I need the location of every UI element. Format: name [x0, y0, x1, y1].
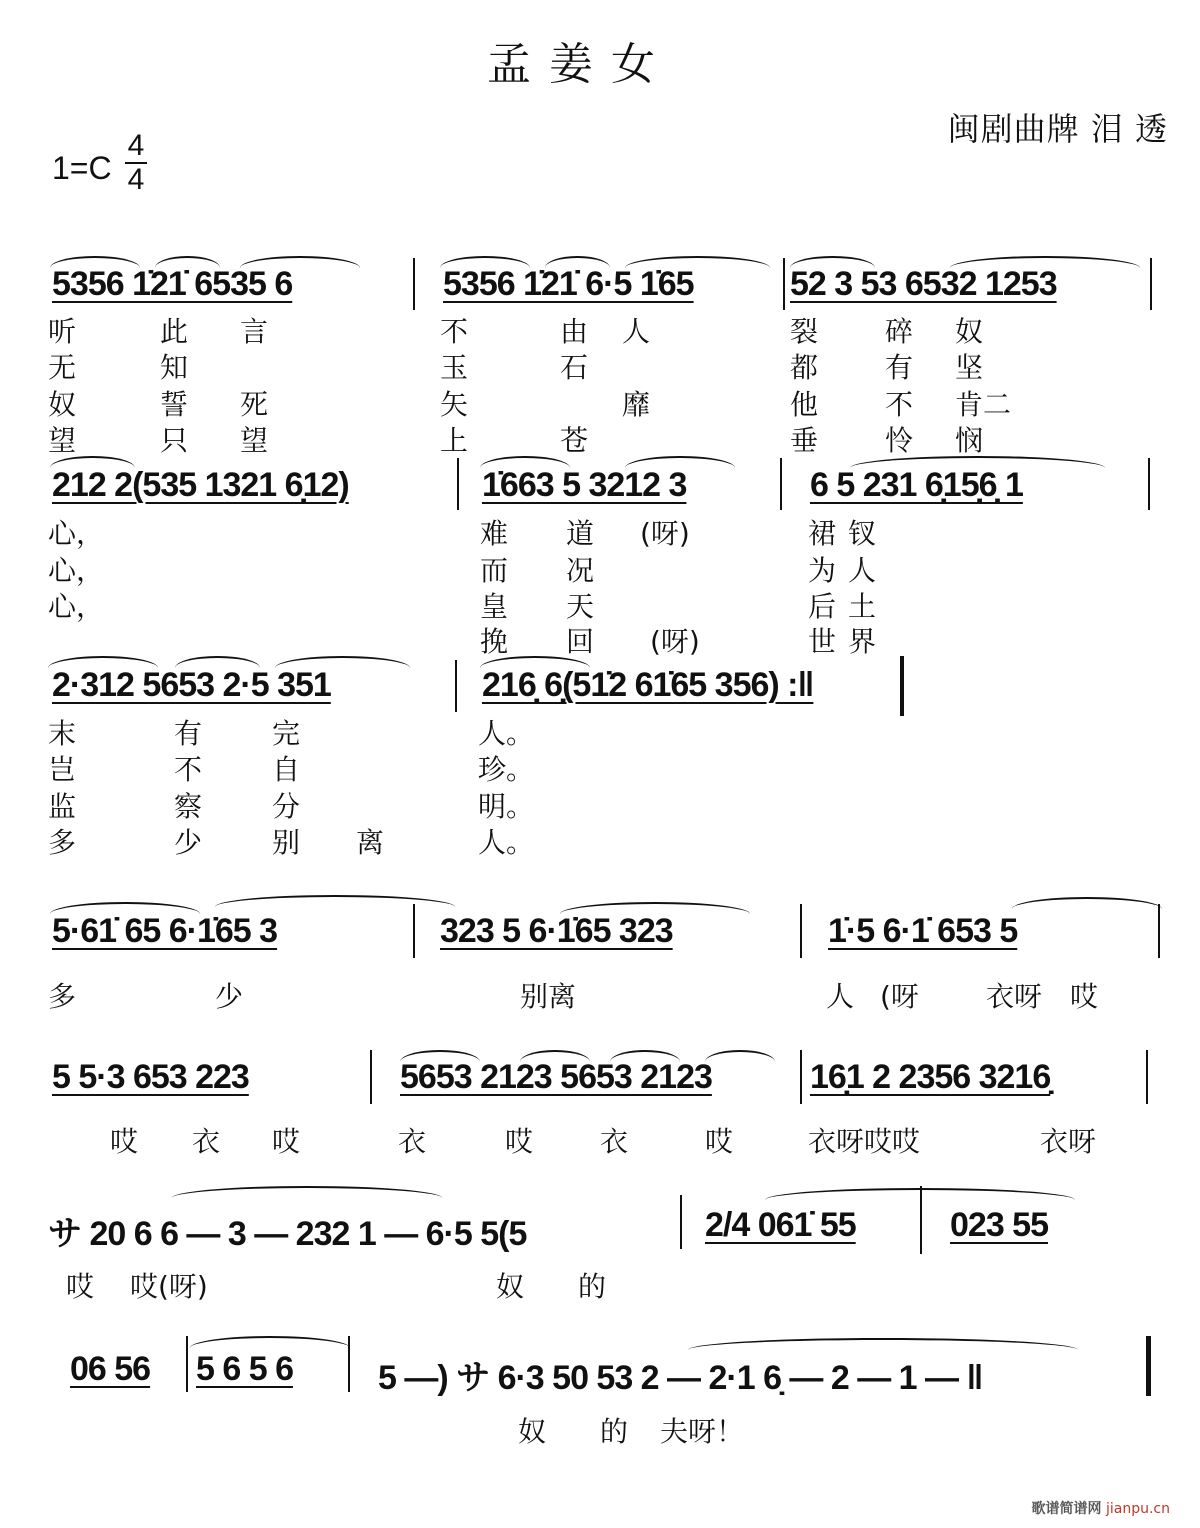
- lyric: 界: [848, 625, 877, 658]
- watermark: [1032, 1498, 1170, 1518]
- lyric: 哎: [110, 1125, 139, 1158]
- measure-7-notes: 2·312 5653 2·5 351: [52, 666, 331, 704]
- measure-11-notes: 1̇·5 6·1̇ 653 5: [828, 912, 1018, 950]
- lyric: 少: [215, 980, 244, 1013]
- lyric: 衣: [398, 1125, 427, 1158]
- lyric: 言: [240, 315, 269, 348]
- lyric: 望: [240, 424, 269, 457]
- lyric: 后: [808, 590, 837, 623]
- lyric: 只: [160, 424, 189, 457]
- barline: [783, 258, 785, 310]
- barline: [800, 1050, 802, 1104]
- lyric: 碎: [885, 315, 914, 348]
- lyric: 肯二: [955, 388, 1012, 421]
- lyric: 人: [848, 554, 877, 587]
- lyric: 自: [272, 753, 301, 786]
- slur: [705, 1050, 775, 1062]
- lyric: 别: [272, 826, 301, 859]
- lyric: 哎(呀): [130, 1270, 208, 1303]
- slur: [1012, 897, 1162, 909]
- lyric: 分: [272, 790, 301, 823]
- lyric: 人。: [478, 717, 535, 750]
- lyric: 有: [174, 717, 203, 750]
- lyric: 都: [790, 351, 819, 384]
- measure-20-notes: 5 —) サ 6·3 50 53 2 — 2·1 6̣ — 2 — 1 — ‖: [378, 1359, 983, 1397]
- measure-1-notes: 5356 1̇21̇ 6535 6: [52, 265, 293, 303]
- time-signature-bottom: 4: [127, 163, 145, 196]
- lyric: 衣呀哎哎: [808, 1125, 921, 1158]
- lyric: 衣呀: [986, 980, 1043, 1013]
- lyric: 天: [566, 590, 595, 623]
- lyric: 裙: [808, 517, 837, 550]
- slur: [172, 1186, 442, 1198]
- lyric: 有: [885, 351, 914, 384]
- lyric: (呀): [640, 517, 690, 550]
- measure-3-notes: 52 3 53 6532 1253: [790, 265, 1057, 303]
- lyric: 哎: [66, 1270, 95, 1303]
- measure-5-notes: 1̇663 5 3212 3: [482, 466, 687, 504]
- lyric: 垂: [790, 424, 819, 457]
- slur: [215, 895, 455, 907]
- lyric: 的: [600, 1415, 629, 1448]
- lyric: 明。: [478, 790, 535, 823]
- lyric: 靡: [622, 388, 651, 421]
- lyric: (呀: [880, 980, 919, 1013]
- watermark-text: 歌谱简谱网: [1031, 1501, 1102, 1517]
- slur: [190, 1336, 350, 1348]
- lyric: 人: [622, 315, 651, 348]
- lyric: 人。: [478, 826, 535, 859]
- lyric: 无: [48, 351, 77, 384]
- lyric: 由: [560, 315, 589, 348]
- lyric: 哎: [505, 1125, 534, 1158]
- barline: [1148, 458, 1150, 510]
- lyric: 衣呀: [1040, 1125, 1097, 1158]
- measure-8-notes: 216̣ 6̣(51̇2 61̇65 356) :‖: [482, 666, 814, 704]
- barline: [1158, 904, 1160, 958]
- measure-9-notes: 5·61̇ 65 6·1̇65 3: [52, 912, 278, 950]
- lyric: 坚: [955, 351, 984, 384]
- lyric: 监: [48, 790, 77, 823]
- lyric: 他: [790, 388, 819, 421]
- lyric: 夫呀！: [660, 1415, 745, 1448]
- lyric: 难: [480, 517, 509, 550]
- measure-13-notes: 5653 2123 5653 2123: [400, 1058, 712, 1096]
- lyric: 回: [566, 625, 595, 658]
- lyric: 不: [174, 753, 203, 786]
- lyric: 衣: [192, 1125, 221, 1158]
- barline: [186, 1336, 188, 1392]
- lyric: 死: [240, 388, 269, 421]
- measure-16-notes: 2/4 061̇ 55: [705, 1206, 856, 1244]
- lyric: 钗: [848, 517, 877, 550]
- barline: [1150, 258, 1152, 310]
- barline: [455, 660, 457, 712]
- lyric: 誓: [160, 388, 189, 421]
- lyric: 道: [566, 517, 595, 550]
- lyric: 哎: [1070, 980, 1099, 1013]
- lyric: 知: [160, 351, 189, 384]
- lyric: 岂: [48, 753, 77, 786]
- barline: [413, 904, 415, 958]
- measure-15-notes: サ 20 6 6 — 3 — 232 1 — 6·5 5(5: [48, 1215, 527, 1253]
- lyric: 衣: [600, 1125, 629, 1158]
- lyric: 心，: [48, 554, 105, 587]
- measure-19-notes: 5 6 5 6: [196, 1350, 293, 1388]
- lyric: 少: [174, 826, 203, 859]
- measure-14-notes: 16̣1 2 2356 3216̣: [810, 1058, 1051, 1096]
- lyric: 石: [560, 351, 589, 384]
- barline: [680, 1195, 682, 1249]
- lyric: 不: [440, 315, 469, 348]
- lyric: 末: [48, 717, 77, 750]
- barline: [413, 258, 415, 310]
- lyric: 皇: [480, 590, 509, 623]
- lyric: (呀): [650, 625, 700, 658]
- lyric: 奴: [496, 1270, 525, 1303]
- repeat-end-barline: [900, 656, 904, 716]
- lyric: 望: [48, 424, 77, 457]
- time-signature-top: 4: [127, 129, 145, 162]
- lyric: 裂: [790, 315, 819, 348]
- lyric: 多: [48, 980, 77, 1013]
- lyric: 挽: [480, 625, 509, 658]
- key-signature: 1=C: [52, 150, 112, 186]
- barline: [348, 1336, 350, 1392]
- barline: [920, 1186, 922, 1254]
- measure-12-notes: 5 5·3 653 223: [52, 1058, 249, 1096]
- measure-6-notes: 6 5 231 6̣15̣6̣ 1: [810, 466, 1023, 504]
- lyric: 离: [356, 826, 385, 859]
- lyric: 的: [578, 1270, 607, 1303]
- measure-18-notes: 06 56: [70, 1350, 151, 1388]
- song-title: 孟姜女: [487, 39, 673, 90]
- barline: [800, 904, 802, 958]
- lyric: 苍: [560, 424, 589, 457]
- lyric: 完: [272, 717, 301, 750]
- lyric: 世: [808, 625, 837, 658]
- slur: [688, 1338, 1078, 1350]
- composer-label: 闽剧曲牌 泪 透: [947, 110, 1168, 148]
- lyric: 珍。: [478, 753, 535, 786]
- lyric: 况: [566, 554, 595, 587]
- lyric: 悯: [955, 424, 984, 457]
- lyric: 不: [885, 388, 914, 421]
- lyric: 别离: [520, 980, 577, 1013]
- lyric: 心，: [48, 590, 105, 623]
- time-signature: [124, 130, 148, 196]
- measure-10-notes: 323 5 6·1̇65 323: [440, 912, 673, 950]
- final-barline: [1146, 1336, 1151, 1396]
- lyric: 上: [440, 424, 469, 457]
- lyric: 察: [174, 790, 203, 823]
- lyric: 为: [808, 554, 837, 587]
- barline: [780, 458, 782, 510]
- lyric: 多: [48, 826, 77, 859]
- watermark-domain: jianpu.cn: [1105, 1501, 1170, 1517]
- measure-2-notes: 5356 1̇21̇ 6·5 1̇65: [443, 265, 694, 303]
- barline: [1146, 1050, 1148, 1104]
- lyric: 怜: [885, 424, 914, 457]
- lyric: 矢: [440, 388, 469, 421]
- measure-4-notes: 212 2(535 1321 6̣12): [52, 466, 349, 504]
- lyric: 哎: [705, 1125, 734, 1158]
- lyric: 哎: [272, 1125, 301, 1158]
- lyric: 奴: [518, 1415, 547, 1448]
- lyric: 奴: [955, 315, 984, 348]
- barline: [370, 1050, 372, 1104]
- lyric: 而: [480, 554, 509, 587]
- lyric: 听: [48, 315, 77, 348]
- lyric: 玉: [440, 351, 469, 384]
- lyric: 心，: [48, 517, 105, 550]
- lyric: 土: [848, 590, 877, 623]
- barline: [457, 458, 459, 510]
- measure-17-notes: 023 55: [950, 1206, 1048, 1244]
- lyric: 此: [160, 315, 189, 348]
- lyric: 人: [826, 980, 855, 1013]
- lyric: 奴: [48, 388, 77, 421]
